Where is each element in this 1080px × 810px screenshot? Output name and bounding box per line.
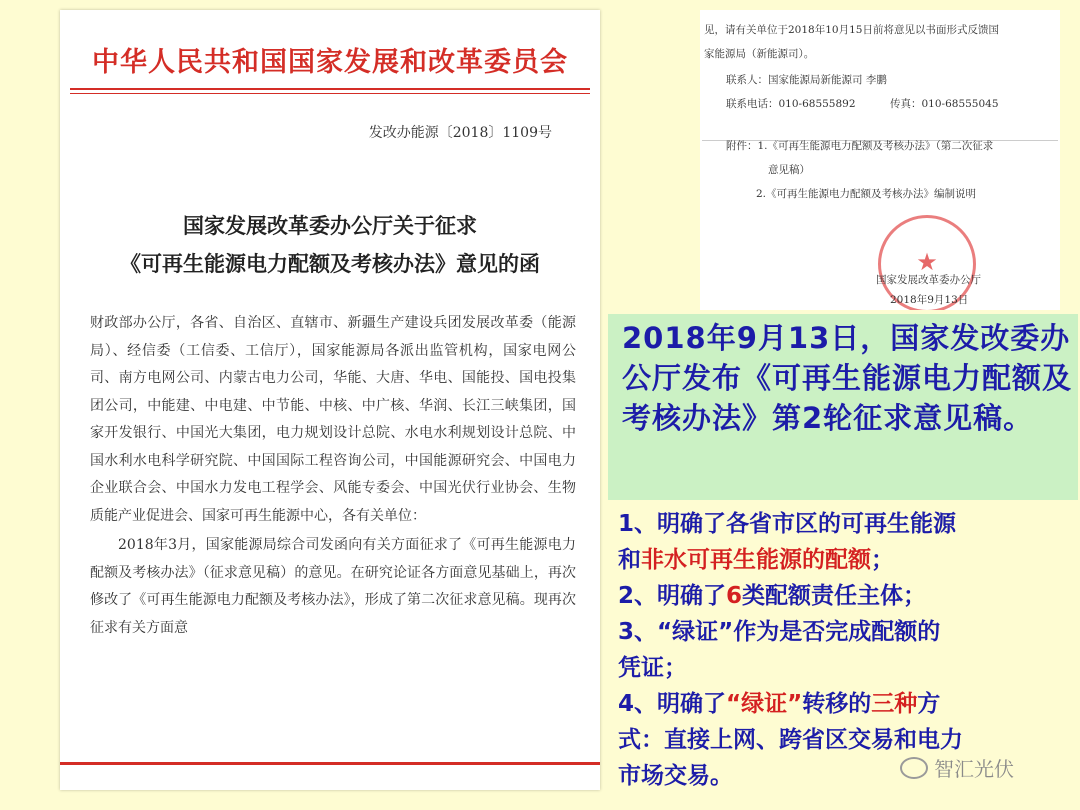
point-2-highlight: 6 [726, 583, 743, 609]
point-4-pre: 4、明确了 [618, 691, 727, 717]
document-number: 发改办能源〔2018〕1109号 [368, 125, 552, 141]
page2-line1: 见，请有关单位于2018年10月15日前将意见以书面形式反馈国 [704, 24, 999, 36]
document-body [90, 310, 576, 642]
agency-letterhead: 中华人民共和国国家发展和改革委员会 [92, 47, 568, 78]
watermark-text: 智汇光伏 [934, 757, 1014, 781]
wechat-icon [900, 757, 928, 779]
recipients-paragraph: 财政部办公厅，各省、自治区、直辖市、新疆生产建设兵团发展改革委（能源局）、经信委（工信委、工信厅），国家能源局各派出监管机构，国家电网公司、南方电网公司、内蒙古电力公司，华能、大唐、华电、国能投、国电投集团公司，中能建、中电建、中节能、中核、中广核、华润、长江三峡集团，国家开发银行、中国光大集团，电力规划设计总院、水电水利规划设计总院、中国水利水电科学研究院、中国国际工程咨询公司，中国能源研究会、中国电力企业联合会、中国水力发电工程学会、风能专委会、中国光伏行业协会、生物质能产业促进会、国家可再生能源中心，各有关单位： [90, 315, 576, 524]
point-1-pre: 和 [618, 547, 641, 573]
body-paragraph: 2018年3月，国家能源局综合司发函向有关方面征求了《可再生能源电力配额及考核办法》（征求意见稿）的意见。在研究论证各方面意见基础上，再次修改了《可再生能源电力配额及考核办法》，形成了第二次征求意见稿。现再次征求有关方面意 [90, 537, 576, 636]
notice-document-page2 [700, 10, 1060, 310]
point-1-highlight: 非水可再生能源的配额 [641, 547, 871, 573]
letterhead-rule-bottom [70, 93, 590, 94]
point-2-post: 类配额责任主体； [742, 583, 927, 609]
point-4-line3: 市场交易。 [618, 763, 733, 789]
document-title-line2: 《可再生能源电力配额及考核办法》意见的函 [120, 251, 540, 276]
point-1-line1: 1、明确了各省市区的可再生能源 [618, 511, 957, 537]
point-4-line1 [618, 686, 1068, 722]
signer: 国家发展改革委办公厅 [876, 274, 981, 286]
point-1-line2 [618, 542, 1068, 578]
point-4-post: 方 [917, 691, 941, 717]
attachment-1-b: 意见稿） [768, 164, 810, 176]
contact-person: 联系人：国家能源局新能源司 李鹏 [726, 74, 887, 86]
point-1-post: ； [871, 547, 894, 573]
watermark [900, 753, 1014, 782]
point-4-mid: 转移的 [802, 691, 872, 717]
key-points [618, 506, 1068, 794]
letterhead-rule-top [70, 88, 590, 90]
point-2-pre: 2、明确了 [618, 583, 727, 609]
contact-phone: 联系电话：010-68555892 [726, 98, 856, 110]
sign-date: 2018年9月13日 [890, 294, 969, 306]
point-4-highlight2: 三种 [871, 691, 918, 717]
point-3-line1: 3、“绿证”作为是否完成配额的 [618, 619, 941, 645]
headline-text: 2018年9月13日，国家发改委办公厅发布《可再生能源电力配额及考核办法》第2轮征求意见稿。 [622, 321, 1073, 435]
point-2 [618, 578, 1068, 614]
point-4-line2: 式：直接上网、跨省区交易和电力 [618, 727, 963, 753]
point-4-highlight1: “绿证” [726, 691, 803, 717]
point-3-line2: 凭证； [618, 655, 687, 681]
attachment-1-a: 附件：1.《可再生能源电力配额及考核办法》（第二次征求 [726, 140, 994, 152]
attachment-2: 2.《可再生能源电力配额及考核办法》编制说明 [756, 188, 977, 200]
seal-star-icon: ★ [916, 248, 938, 276]
document-title-line1: 国家发展改革委办公厅关于征求 [183, 213, 477, 238]
page2-line2: 家能源局（新能源司）。 [704, 48, 815, 60]
headline-callout [608, 314, 1078, 500]
footer-rule [60, 762, 600, 765]
contact-fax: 传真：010-68555045 [890, 98, 999, 110]
notice-document-page1 [60, 10, 600, 790]
